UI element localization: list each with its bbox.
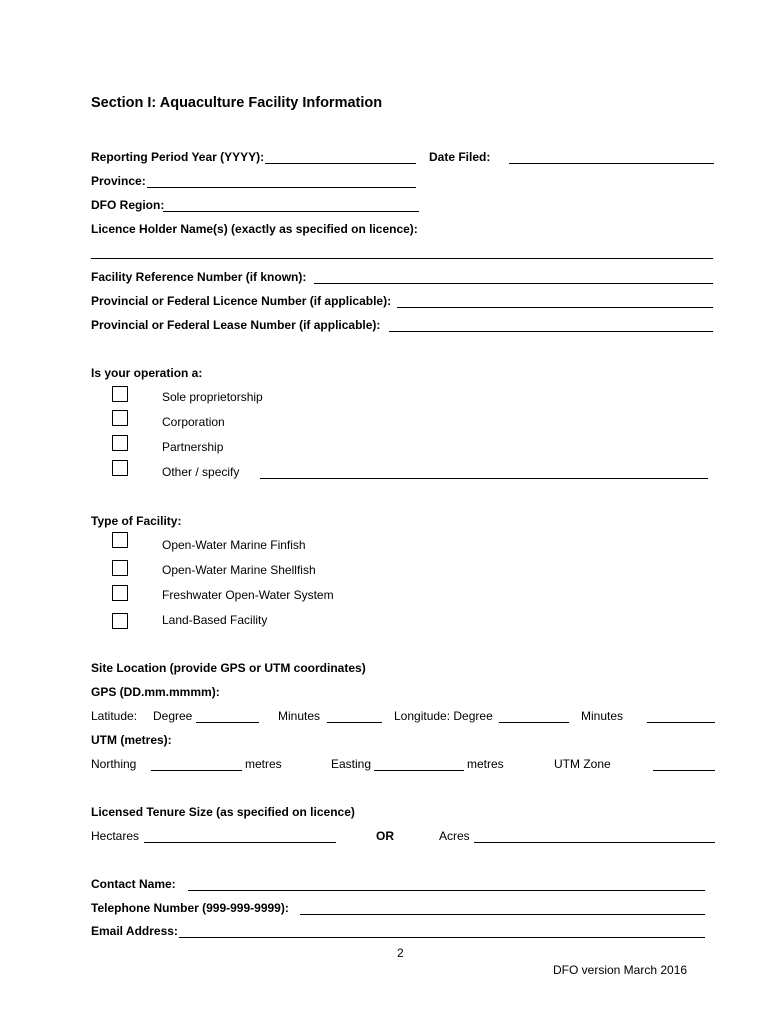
licence-number-input[interactable] [397, 307, 713, 308]
acres-label: Acres [439, 829, 470, 843]
lease-number-label: Provincial or Federal Lease Number (if applicable): [91, 318, 381, 332]
date-filed-input[interactable] [509, 163, 714, 164]
sole-proprietorship-checkbox[interactable] [112, 386, 128, 402]
partnership-checkbox[interactable] [112, 435, 128, 451]
other-checkbox[interactable] [112, 460, 128, 476]
licence-holder-label: Licence Holder Name(s) (exactly as specified on licence): [91, 222, 418, 236]
page-number: 2 [397, 946, 404, 960]
longitude-degree-label: Longitude: Degree [394, 709, 493, 723]
northing-input[interactable] [151, 770, 242, 771]
date-filed-label: Date Filed: [429, 150, 491, 164]
licence-holder-input[interactable] [91, 258, 713, 259]
telephone-input[interactable] [300, 914, 705, 915]
easting-metres-label: metres [467, 757, 504, 771]
facility-type-question: Type of Facility: [91, 514, 182, 528]
or-label: OR [376, 829, 394, 843]
freshwater-checkbox[interactable] [112, 585, 128, 601]
version-text: DFO version March 2016 [553, 963, 688, 977]
sole-proprietorship-label: Sole proprietorship [162, 390, 263, 404]
corporation-checkbox[interactable] [112, 410, 128, 426]
latitude-label: Latitude: [91, 709, 138, 723]
licence-number-label: Provincial or Federal Licence Number (if applicable): [91, 294, 392, 308]
other-specify-input[interactable] [260, 478, 708, 479]
operation-question: Is your operation a: [91, 366, 203, 380]
utm-zone-input[interactable] [653, 770, 715, 771]
dfo-region-input[interactable] [163, 211, 419, 212]
reporting-year-label: Reporting Period Year (YYYY): [91, 150, 265, 164]
easting-input[interactable] [374, 770, 464, 771]
easting-label: Easting [331, 757, 372, 771]
hectares-input[interactable] [144, 842, 336, 843]
latitude-degree-label: Degree [153, 709, 193, 723]
other-label: Other / specify [162, 465, 240, 479]
marine-finfish-checkbox[interactable] [112, 532, 128, 548]
site-location-heading: Site Location (provide GPS or UTM coordinates) [91, 661, 366, 675]
utm-zone-label: UTM Zone [554, 757, 611, 771]
facility-ref-input[interactable] [314, 283, 713, 284]
section-title: Section I: Aquaculture Facility Information [91, 95, 383, 111]
freshwater-label: Freshwater Open-Water System [162, 588, 334, 602]
longitude-degree-input[interactable] [499, 722, 569, 723]
longitude-minutes-input[interactable] [647, 722, 715, 723]
email-input[interactable] [179, 937, 705, 938]
facility-ref-label: Facility Reference Number (if known): [91, 270, 307, 284]
utm-heading: UTM (metres): [91, 733, 172, 747]
latitude-minutes-label: Minutes [278, 709, 321, 723]
land-based-checkbox[interactable] [112, 613, 128, 629]
telephone-label: Telephone Number (999-999-9999): [91, 901, 289, 915]
marine-finfish-label: Open-Water Marine Finfish [162, 538, 306, 552]
northing-metres-label: metres [245, 757, 282, 771]
latitude-degree-input[interactable] [196, 722, 259, 723]
marine-shellfish-label: Open-Water Marine Shellfish [162, 563, 316, 577]
northing-label: Northing [91, 757, 137, 771]
land-based-label: Land-Based Facility [162, 613, 268, 627]
contact-name-input[interactable] [188, 890, 705, 891]
corporation-label: Corporation [162, 415, 225, 429]
gps-heading: GPS (DD.mm.mmmm): [91, 685, 220, 699]
contact-name-label: Contact Name: [91, 877, 176, 891]
tenure-heading: Licensed Tenure Size (as specified on licence) [91, 805, 355, 819]
longitude-minutes-label: Minutes [581, 709, 624, 723]
latitude-minutes-input[interactable] [327, 722, 382, 723]
province-label: Province: [91, 174, 146, 188]
province-input[interactable] [147, 187, 416, 188]
dfo-region-label: DFO Region: [91, 198, 165, 212]
lease-number-input[interactable] [389, 331, 713, 332]
marine-shellfish-checkbox[interactable] [112, 560, 128, 576]
reporting-year-input[interactable] [265, 163, 416, 164]
acres-input[interactable] [474, 842, 715, 843]
email-label: Email Address: [91, 924, 178, 938]
partnership-label: Partnership [162, 440, 224, 454]
hectares-label: Hectares [91, 829, 140, 843]
